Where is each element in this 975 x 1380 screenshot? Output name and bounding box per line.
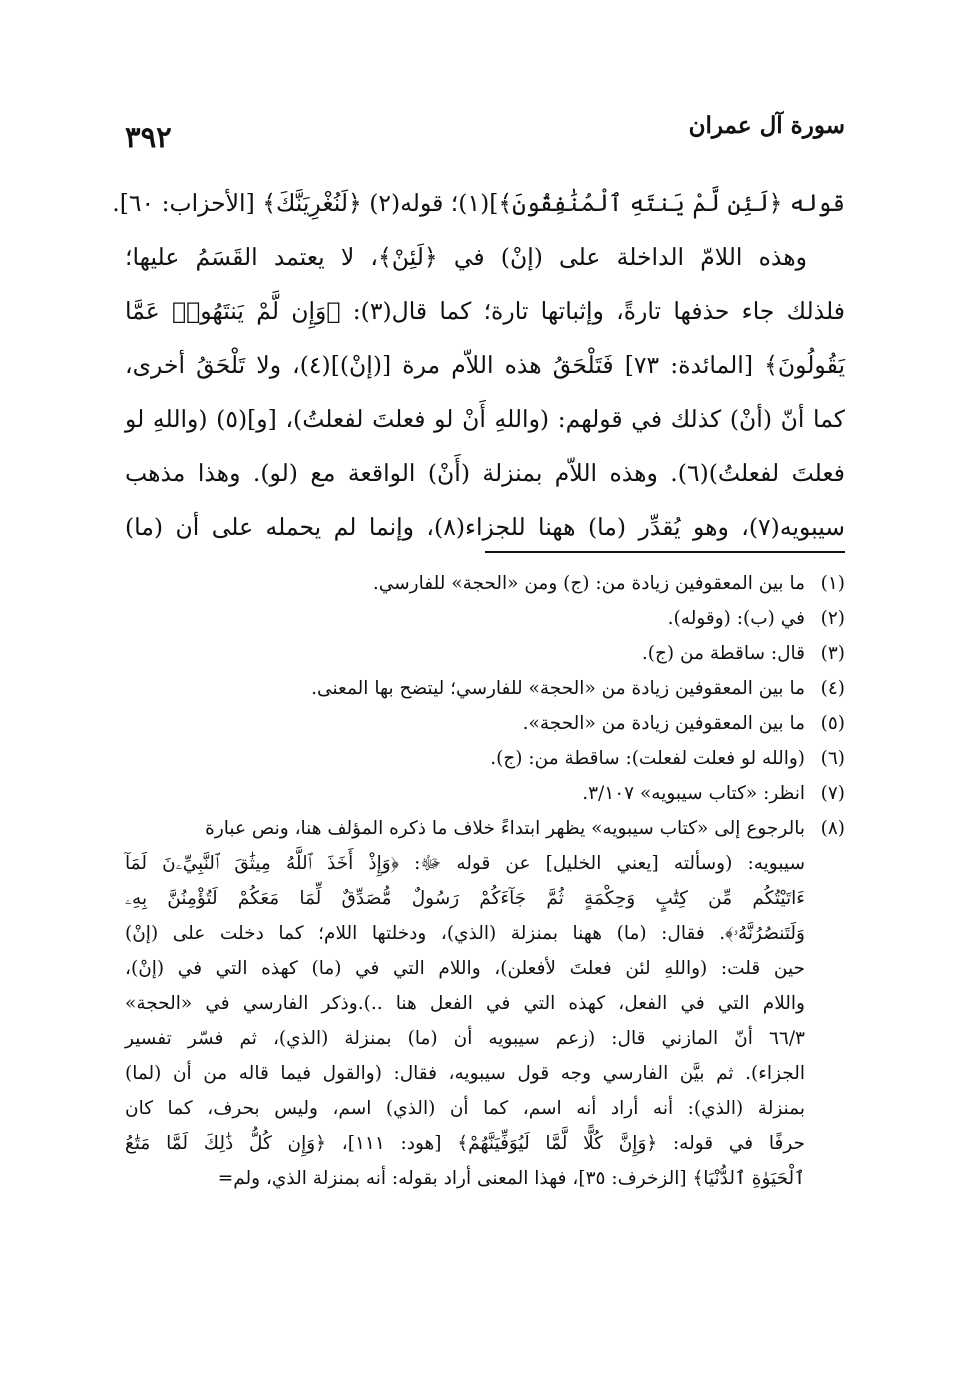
body-line: فلذلك جاء حذفها تارةً، وإثباتها تارة؛ كما قال(٣): ﴿وَإِن لَّمْ يَنتَهُوا۟ عَمَّا	[125, 297, 845, 325]
footnote-continuation-line: وَلَتَنصُرُنَّهُۥ﴾. فقال: (ما) ههنا بمنزلة (الذي)، ودخلتها اللام؛ كما دخلت على (إنْ)	[125, 923, 805, 944]
footnote-continuation-line: ٱلْحَيَوٰةِ ٱلدُّنْيَا﴾ [الزخرف: ٣٥]، فهذا المعنى أراد بقوله: أنه بمنزلة الذي، ولم=	[217, 1168, 805, 1189]
footnote-separator	[485, 551, 845, 553]
body-line: فعلتَ لفعلتُ)(٦). وهذه اللاّم بمنزلة (أَنْ) الواقعة مع (لو). وهذا مذهب	[125, 459, 845, 487]
footnote-number: (٦)	[820, 748, 845, 769]
footnote-continuation-line: واللام التي في الفعل، كهذه التي في الفعل هنا ..).وذكر الفارسي في «الحجة»	[125, 993, 805, 1014]
footnote	[125, 706, 845, 741]
footnote-number: (٨)	[820, 818, 845, 839]
footnote-text: ما بين المعقوفين زيادة من «الحجة».	[522, 713, 805, 734]
footnote	[125, 601, 845, 636]
footnote-number: (٧)	[820, 783, 845, 804]
footnote-continuation-line: ٦٦/٣ أنّ المازني قال: (زعم سيبويه أن (ما) بمنزلة (الذي)، ثم فسّر تفسير	[125, 1028, 805, 1049]
footnote	[125, 811, 845, 846]
body-line: وهذه اللامّ الداخلة على (إنْ) في ﴿لَئِنْ﴾، لا يعتمد القَسَمُ عليها؛	[125, 243, 807, 271]
footnote-text: قال: ساقطة من (ج).	[641, 643, 805, 664]
body-line: كما أنّ (أنْ) كذلك في قولهم: (واللهِ أَنْ لو فعلتَ لفعلتُ)، [و](٥) (واللهِ لو	[125, 405, 845, 433]
footnote	[125, 741, 845, 776]
footnote	[125, 566, 845, 601]
footnote-number: (٤)	[820, 678, 845, 699]
footnote-text: في (ب): (وقوله).	[667, 608, 805, 629]
footnote-continuation-line: سيبويه: (وسألته [يعني الخليل] عن قوله ﷻ: ﴿وَإِذْ أَخَذَ ٱللَّهُ مِيثَٰقَ ٱلنَّبِيِّۦنَ لَمَآ	[125, 853, 805, 874]
footnotes	[125, 566, 845, 1196]
footnote	[125, 776, 845, 811]
footnote-text: بالرجوع إلى «كتاب سيبويه» يظهر ابتداءً خلاف ما ذكره المؤلف هنا، ونص عبارة	[205, 818, 805, 839]
page-header	[125, 112, 845, 156]
footnote-text: انظر: «كتاب سيبويه» ٣/١٠٧.	[582, 783, 805, 804]
footnote-number: (٥)	[820, 713, 845, 734]
footnote-continuation-line: حرفًا في قوله: ﴿وَإِنَّ كُلًّا لَّمَّا لَيُوَفِّيَنَّهُمْ﴾ [هود: ١١١]، ﴿وَإِن كُلُّ ذَٰلِكَ لَمَّا مَتَٰعُ	[125, 1133, 805, 1154]
footnote-continuation-line: حين قلت: (واللهِ لئن فعلتَ لأفعلن)، واللام التي في (ما) كهذه التي في (إنْ)،	[125, 958, 805, 979]
main-text	[112, 176, 845, 554]
footnote-number: (٣)	[820, 643, 845, 664]
page-number: ٣٩٢	[125, 120, 172, 154]
footnote-continuation-line: الجزاء). ثم بيَّن الفارسي وجه قول سيبويه، فقال: (والقول فيما قاله من أن (لما)	[125, 1063, 805, 1084]
footnote-text: ما بين المعقوفين زيادة من «الحجة» للفارسي؛ ليتضح بها المعنى.	[311, 678, 805, 699]
footnote-continuation-line: بمنزلة (الذي): أنه أراد أنه اسم، كما أن (الذي) اسم، وليس بحرف، كما كان	[125, 1098, 805, 1119]
footnote-text: ما بين المعقوفين زيادة من: (ج) ومن «الحجة» للفارسي.	[372, 573, 805, 594]
footnote-continuation-line: ءَاتَيْتُكُم مِّن كِتَٰبٍ وَحِكْمَةٍ ثُمَّ جَآءَكُمْ رَسُولٌ مُّصَدِّقٌ لِّمَا مَعَكُمْ لَتُؤْمِنُنَّ بِهِۦ	[125, 888, 805, 909]
body-line: سيبويه(٧)، وهو يُقدِّر (ما) ههنا للجزاء(٨)، وإنما لم يحمله على أن (ما)	[125, 513, 845, 541]
body-line: قوله ﴿لَئِن لَّمْ يَنتَهِ ٱلْمُنَٰفِقُونَ﴾](١)؛ قوله(٢) ﴿لَنُغْرِيَنَّكَ﴾ [الأحزاب: ٦٠].	[112, 189, 845, 217]
footnote-number: (٢)	[820, 608, 845, 629]
footnote-text: (والله لو فعلت لفعلت): ساقطة من: (ج).	[490, 748, 805, 769]
running-title: سورة آل عمران	[688, 112, 845, 139]
body-line: يَقُولُونَ﴾ [المائدة: ٧٣] فَتَلْحَقُ هذه اللاّم مرة [(إنْ)](٤)، ولا تَلْحَقُ أخرى،	[125, 351, 845, 379]
footnote	[125, 671, 845, 706]
footnote-number: (١)	[820, 573, 845, 594]
footnote	[125, 636, 845, 671]
